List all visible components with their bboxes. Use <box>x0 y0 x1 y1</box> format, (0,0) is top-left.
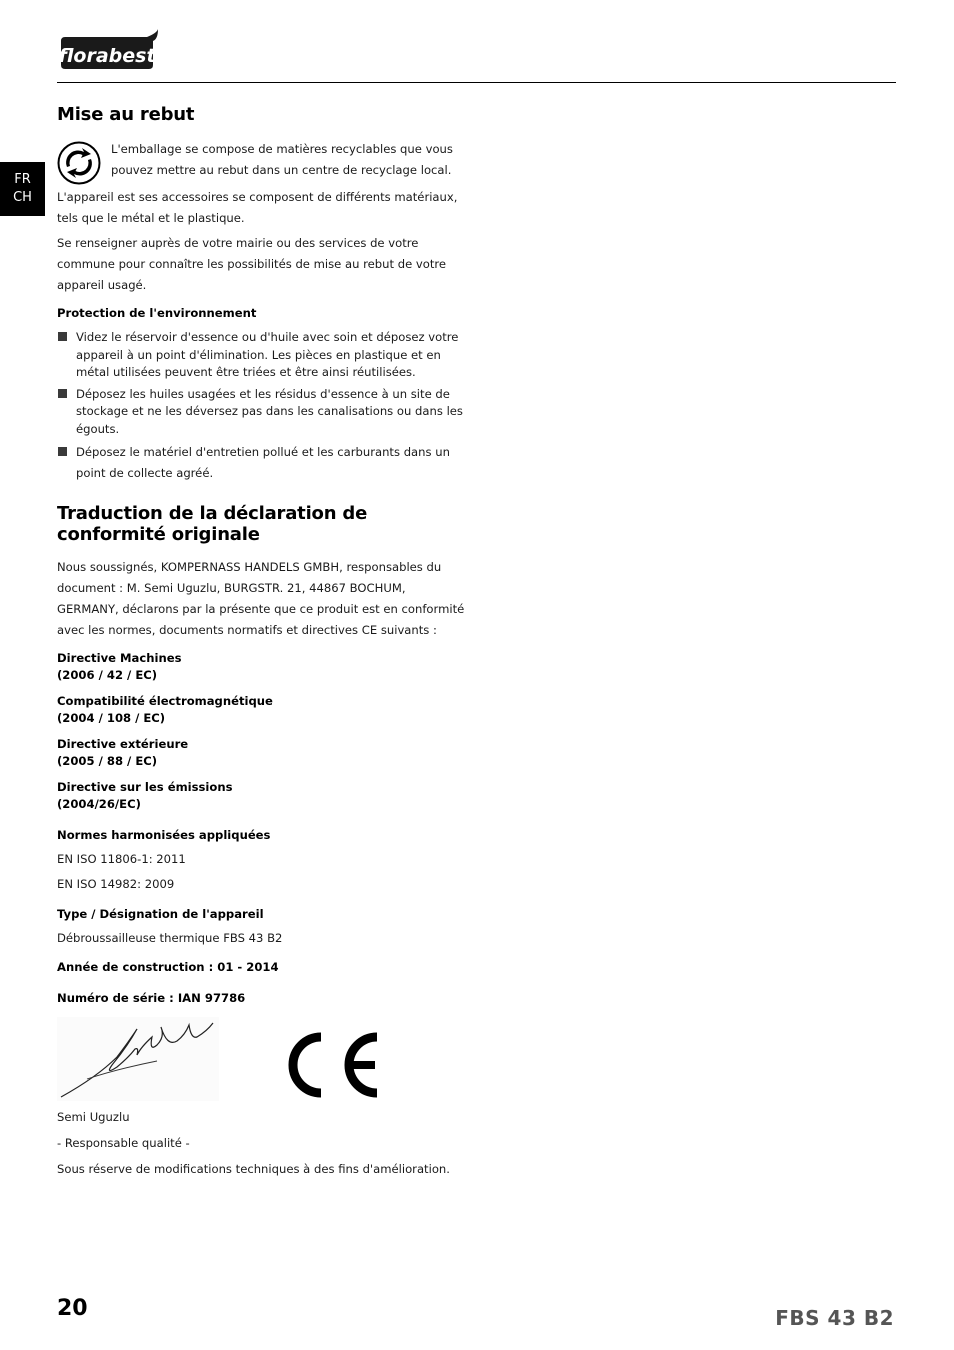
signature-row <box>57 1017 469 1107</box>
disposal-paragraph-2: Se renseigner auprès de votre mairie ou des services de votre commune pour connaître les possibilités de mise au rebut de votre appareil usagé. <box>57 236 447 292</box>
bullet-square-icon <box>58 332 67 341</box>
list-item: Déposez les huiles usagées et les résidus d'essence à un site de stockage et ne les déversez pas dans les canalisations ou dans les égouts. <box>57 386 469 439</box>
norm-item: EN ISO 14982: 2009 <box>57 877 175 891</box>
disposal-title: Mise au rebut <box>57 104 195 125</box>
packaging-block <box>57 139 469 185</box>
list-item: Videz le réservoir d'essence ou d'huile avec soin et déposez votre appareil à un point d'élimination. Les pièces en plastique et en métal utilisées peuvent être triées et être ainsi réutilisées. <box>57 329 469 382</box>
logo-text: florabest <box>58 45 156 67</box>
signatory-role: - Responsable qualité - <box>57 1136 190 1150</box>
type-heading: Type / Désignation de l'appareil <box>57 907 264 921</box>
construction-year: Année de construction : 01 - 2014 <box>57 960 279 974</box>
language-code-fr: FR <box>14 172 31 187</box>
model-name: FBS 43 B2 <box>775 1306 894 1330</box>
declaration-intro: Nous soussignés, KOMPERNASS HANDELS GMBH, responsables du document : M. Semi Uguzlu, BURGSTR. 21, 44867 BOCHUM, GERMANY, déclarons par la présente que ce produit est en conformité avec les normes, documents normatifs et directives CE suivants : <box>57 560 465 637</box>
directive-item: Compatibilité électromagnétique (2004 / 108 / EC) <box>57 694 273 725</box>
directive-item: Directive sur les émissions (2004/26/EC) <box>57 780 233 811</box>
serial-number: Numéro de série : IAN 97786 <box>57 991 246 1005</box>
reserve-note: Sous réserve de modifications techniques à des fins d'amélioration. <box>57 1162 450 1176</box>
norm-item: EN ISO 11806-1: 2011 <box>57 852 186 866</box>
bullet-square-icon <box>58 447 67 456</box>
environment-list <box>57 329 469 484</box>
declaration-title: Traduction de la déclaration de conformité originale <box>57 503 368 545</box>
environment-heading: Protection de l'environnement <box>57 306 257 320</box>
list-item: Déposez le matériel d'entretien pollué et les carburants dans un point de collecte agréé. <box>57 442 469 484</box>
signature-image <box>57 1017 219 1101</box>
main-column <box>57 100 469 1180</box>
header-rule <box>57 82 896 83</box>
directive-item: Directive Machines (2006 / 42 / EC) <box>57 651 182 682</box>
language-tab <box>0 162 45 216</box>
signatory-name: Semi Uguzlu <box>57 1110 130 1124</box>
norms-heading: Normes harmonisées appliquées <box>57 828 271 842</box>
type-value: Débroussailleuse thermique FBS 43 B2 <box>57 931 283 945</box>
language-code-ch: CH <box>13 190 32 205</box>
ce-mark-icon <box>287 1031 381 1099</box>
florabest-logo <box>57 29 159 69</box>
recycling-icon <box>57 141 101 185</box>
disposal-paragraph-1: L'appareil est ses accessoires se composent de différents matériaux, tels que le métal et le plastique. <box>57 190 458 225</box>
bullet-square-icon <box>58 389 67 398</box>
page-number: 20 <box>57 1296 88 1321</box>
packaging-text: L'emballage se compose de matières recyclables que vous pouvez mettre au rebut dans un centre de recyclage local. <box>111 142 453 177</box>
directive-item: Directive extérieure (2005 / 88 / EC) <box>57 737 189 768</box>
